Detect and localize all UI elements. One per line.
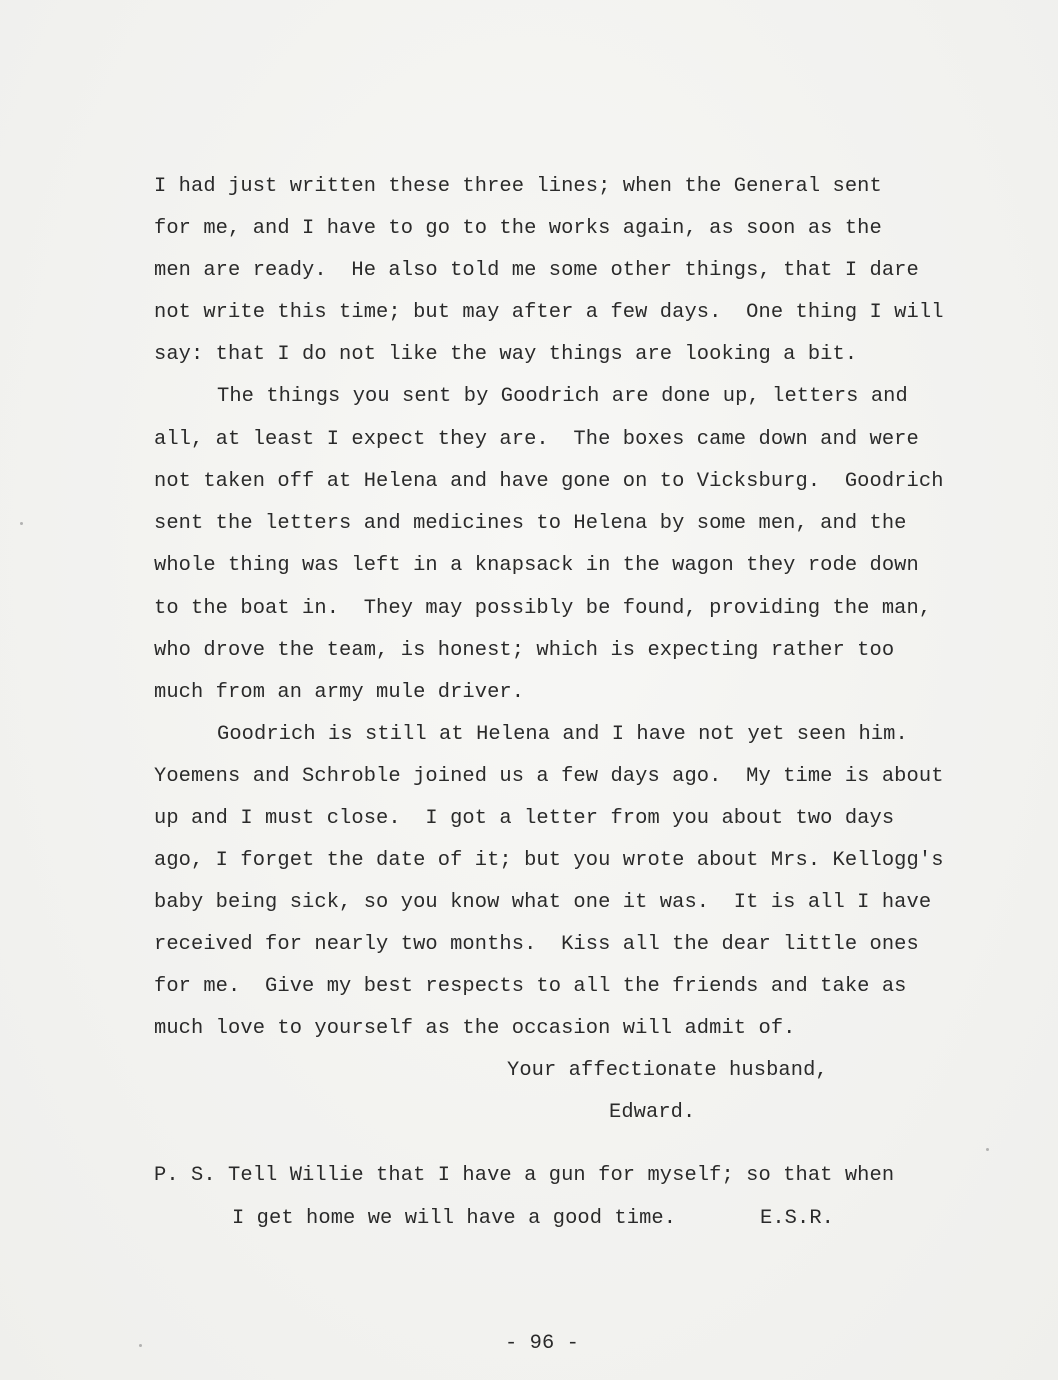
paper-speck <box>139 1344 142 1347</box>
page-number: - 96 - <box>505 1332 580 1355</box>
text-line: who drove the team, is honest; which is expecting rather too <box>154 639 895 662</box>
initials: E.S.R. <box>760 1207 835 1230</box>
text-line: not write this time; but may after a few days. One thing I will <box>154 301 944 324</box>
text-line: all, at least I expect they are. The boxes came down and were <box>154 428 919 451</box>
text-line: whole thing was left in a knapsack in the wagon they rode down <box>154 554 919 577</box>
text-line: The things you sent by Goodrich are done up, letters and <box>217 385 908 408</box>
postscript-line: I get home we will have a good time. <box>232 1207 677 1230</box>
text-line: Yoemens and Schroble joined us a few days ago. My time is about <box>154 765 944 788</box>
text-line: I had just written these three lines; when the General sent <box>154 175 882 198</box>
text-line: much love to yourself as the occasion will admit of. <box>154 1017 796 1040</box>
paper-speck <box>986 1148 989 1151</box>
text-line: received for nearly two months. Kiss all the dear little ones <box>154 933 919 956</box>
text-line: sent the letters and medicines to Helena by some men, and the <box>154 512 907 535</box>
closing: Your affectionate husband, <box>507 1059 828 1082</box>
text-line: to the boat in. They may possibly be found, providing the man, <box>154 597 932 620</box>
text-line: much from an army mule driver. <box>154 681 525 704</box>
signature: Edward. <box>609 1101 696 1124</box>
paper-speck <box>20 522 23 525</box>
text-line: for me, and I have to go to the works again, as soon as the <box>154 217 882 240</box>
text-line: men are ready. He also told me some other things, that I dare <box>154 259 919 282</box>
text-line: say: that I do not like the way things are looking a bit. <box>154 343 858 366</box>
text-line: ago, I forget the date of it; but you wrote about Mrs. Kellogg's <box>154 849 944 872</box>
postscript-line: P. S. Tell Willie that I have a gun for myself; so that when <box>154 1164 895 1187</box>
text-line: up and I must close. I got a letter from you about two days <box>154 807 895 830</box>
text-line: not taken off at Helena and have gone on to Vicksburg. Goodrich <box>154 470 944 493</box>
text-line: for me. Give my best respects to all the friends and take as <box>154 975 907 998</box>
text-line: Goodrich is still at Helena and I have not yet seen him. <box>217 723 908 746</box>
text-line: baby being sick, so you know what one it was. It is all I have <box>154 891 932 914</box>
